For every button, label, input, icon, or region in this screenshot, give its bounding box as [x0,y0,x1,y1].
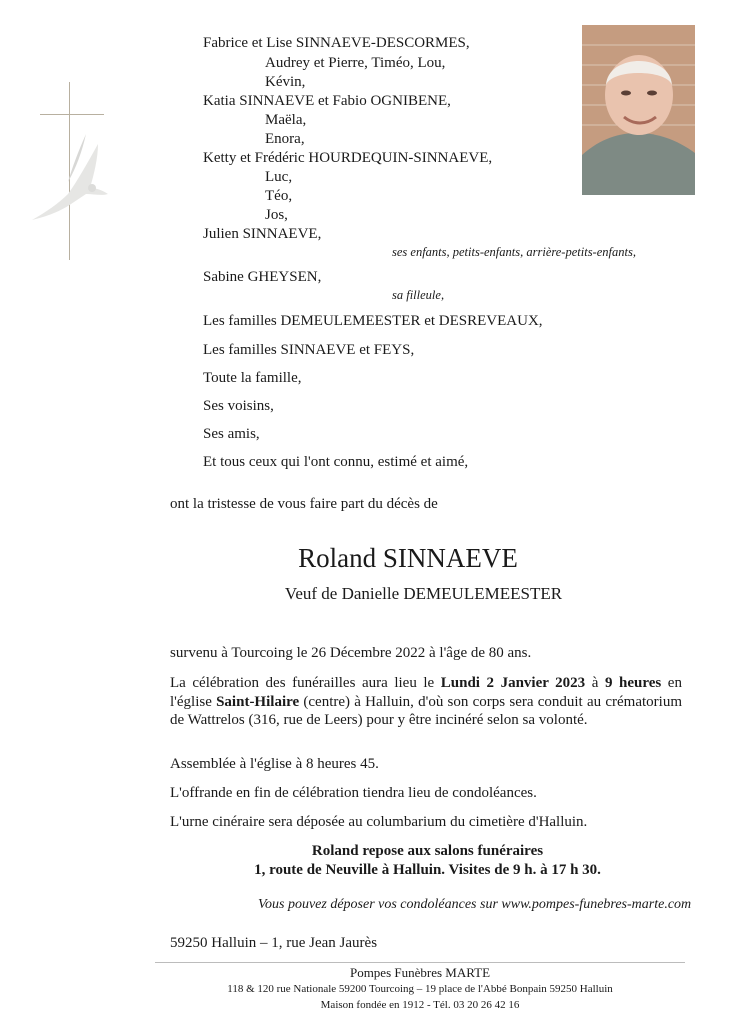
family-line-7: Ketty et Frédéric HOURDEQUIN-SINNAEVE, [203,150,493,166]
offering-text: L'offrande en fin de célébration tiendra lieu de condoléances. [170,785,537,801]
portrait-photo [582,25,695,195]
funeral-text-4: (centre) à Halluin, d'où son corps sera conduit au crématorium de Wattrelos (316, rue de Leers) pour y être incinéré selon sa volonté. [170,693,682,728]
family-line-3: Kévin, [265,74,306,90]
footer-company: Pompes Funèbres MARTE [349,965,491,980]
deceased-subtitle: Veuf de Danielle DEMEULEMEESTER [284,584,563,603]
condolences-text: Vous pouvez déposer vos condoléances sur www.pompes-funebres-marte.com [258,897,692,912]
rest-line-1: Roland repose aux salons funéraires [311,843,544,859]
relation-goddaughter: sa filleule, [392,288,445,302]
funeral-text-3: en l'église [170,675,682,710]
family-line-8: Luc, [265,169,293,185]
family-line-12: Sabine GHEYSEN, [203,269,322,285]
family-line-15: Toute la famille, [203,370,302,386]
family-line-16: Ses voisins, [203,398,274,414]
family-line-1: Fabrice et Lise SINNAEVE-DESCORMES, [203,35,470,51]
family-line-17: Ses amis, [203,426,260,442]
funeral-paragraph [170,674,682,730]
family-line-18: Et tous ceux qui l'ont connu, estimé et aimé, [203,454,469,470]
family-line-2: Audrey et Pierre, Timéo, Lou, [265,55,446,71]
funeral-text-1: La célébration des funérailles aura lieu le [170,675,441,691]
announce-text: ont la tristesse de vous faire part du décès de [170,496,438,512]
died-text: survenu à Tourcoing le 26 Décembre 2022 à l'âge de 80 ans. [170,645,532,661]
address-text: 59250 Halluin – 1, rue Jean Jaurès [170,935,378,951]
family-line-13: Les familles DEMEULEMEESTER et DESREVEAUX, [203,313,543,329]
rest-line-2: 1, route de Neuville à Halluin. Visites de 9 h. à 17 h 30. [254,862,601,878]
footer-founded: Maison fondée en 1912 - Tél. 03 20 26 42 16 [320,999,520,1011]
dove-icon [28,132,112,224]
family-line-11: Julien SINNAEVE, [203,226,322,242]
family-line-6: Enora, [265,131,305,147]
funeral-text-2: à [585,675,605,691]
cross-horizontal-line [40,114,104,115]
footer-addresses: 118 & 120 rue Nationale 59200 Tourcoing – 19 place de l'Abbé Bonpain 59250 Halluin [227,983,613,995]
footer-divider [155,962,685,963]
assembly-text: Assemblée à l'église à 8 heures 45. [170,756,379,772]
funeral-date: Lundi 2 Janvier 2023 [440,675,586,691]
family-line-10: Jos, [265,207,288,223]
deceased-name: Roland SINNAEVE [298,543,518,573]
portrait-illustration [582,25,695,195]
funeral-time: 9 heures [604,675,662,691]
relation-children: ses enfants, petits-enfants, arrière-petits-enfants, [392,245,636,259]
family-line-9: Téo, [265,188,293,204]
family-line-14: Les familles SINNAEVE et FEYS, [203,342,415,358]
family-line-4: Katia SINNAEVE et Fabio OGNIBENE, [203,93,451,109]
funeral-church: Saint-Hilaire [216,693,300,710]
urn-text: L'urne cinéraire sera déposée au columbarium du cimetière d'Halluin. [170,814,588,830]
family-line-5: Maëla, [265,112,307,128]
